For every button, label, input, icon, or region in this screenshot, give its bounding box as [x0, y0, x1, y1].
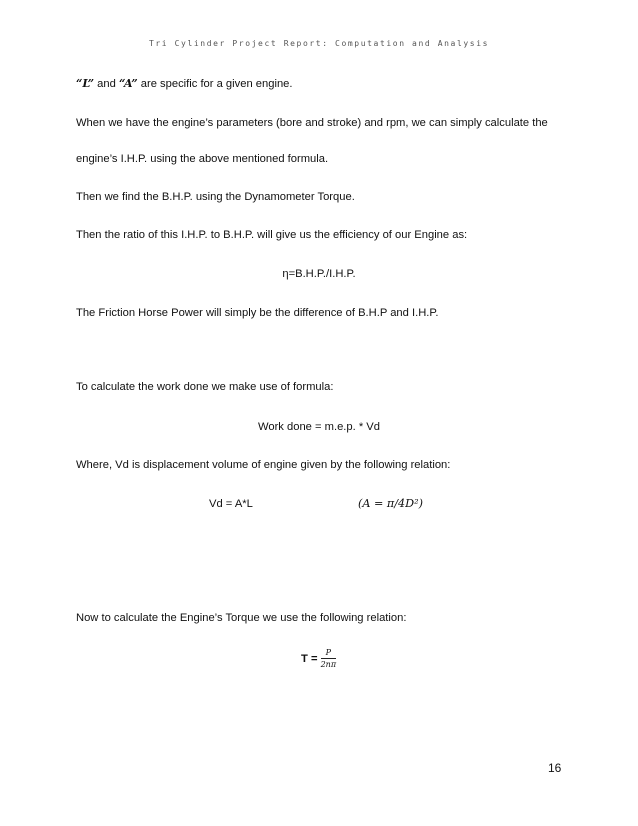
variable-a: “A” [118, 76, 138, 90]
paragraph-friction-hp: The Friction Horse Power will simply be the difference of B.H.P and I.H.P. [76, 307, 439, 319]
paragraph-engine-parameters: When we have the engine’s parameters (bore and stroke) and rpm, we can simply calculate the [76, 117, 548, 129]
equation-area: (A = π/4D²) [358, 497, 423, 510]
page-number: 16 [548, 761, 562, 775]
paragraph-displacement: Where, Vd is displacement volume of engine given by the following relation: [76, 459, 451, 471]
torque-numerator: P [321, 649, 337, 659]
paragraph-ratio: Then the ratio of this I.H.P. to B.H.P. will give us the efficiency of our Engine as: [76, 229, 468, 241]
torque-fraction [321, 649, 337, 669]
equation-efficiency: η=B.H.P./I.H.P. [282, 268, 356, 280]
equation-displacement: Vd = A*L [209, 498, 253, 510]
torque-lhs: T = [301, 653, 318, 665]
paragraph-bhp: Then we find the B.H.P. using the Dynamometer Torque. [76, 191, 355, 203]
paragraph-torque: Now to calculate the Engine’s Torque we use the following relation: [76, 612, 407, 624]
equation-work-done: Work done = m.e.p. * Vd [258, 421, 380, 433]
paragraph-variables [76, 76, 293, 90]
running-header: Tri Cylinder Project Report: Computation and Analysis [148, 39, 490, 48]
conjunction-text: and [94, 78, 119, 90]
equation-torque [301, 649, 336, 669]
torque-denominator: 2nπ [320, 660, 337, 669]
paragraph-work-done: To calculate the work done we make use of formula: [76, 381, 334, 393]
paragraph-variables-text: are specific for a given engine. [137, 78, 293, 90]
variable-l: “L” [76, 76, 95, 90]
paragraph-ihp: engine’s I.H.P. using the above mentioned formula. [76, 153, 329, 165]
